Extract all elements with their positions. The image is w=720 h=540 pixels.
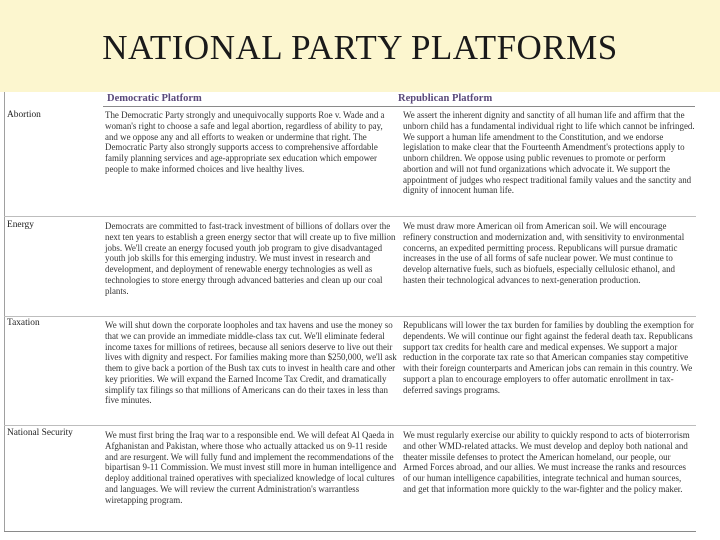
bottom-rule xyxy=(4,531,696,532)
democratic-abortion-text: The Democratic Party strongly and unequivocally supports Roe v. Wade and a woman's right to choose a safe and legal abortion, regardless of ability to pay, and we oppose any and all efforts to weaken or undermine that right. The Democratic Party also strongly supports access to comprehensive affordable family planning services and age-appropriate sex education which empower people to make informed choices and live healthy lives. xyxy=(105,110,385,174)
republican-column-header: Republican Platform xyxy=(398,93,493,104)
header-rule xyxy=(103,106,695,107)
slide-title: NATIONAL PARTY PLATFORMS xyxy=(102,28,618,67)
row-label-national-security: National Security xyxy=(7,428,73,438)
democratic-column-header: Democratic Platform xyxy=(107,93,202,104)
republican-abortion-text: We assert the inherent dignity and sanctity of all human life and affirm that the unborn child has a fundamental individual right to life which cannot be infringed. We support a human life amendment to the Constitution, and we endorse legislation to make clear that the Fourteenth Amendment's protections apply to unborn children. We oppose using public revenues to promote or perform abortion and will not fund organizations which advocate it. We support the appointment of judges who respect traditional family values and the sanctity and dignity of innocent human life. xyxy=(403,110,695,196)
row-label-taxation: Taxation xyxy=(7,318,40,328)
platform-table xyxy=(0,92,720,540)
democratic-national-security-text: We must first bring the Iraq war to a responsible end. We will defeat Al Qaeda in Afghanistan and Pakistan, where those who actually attacked us on 9-11 reside and are resurgent. We will fully fund and implement the recommendations of the bipartisan 9-11 Commission. We must invest still more in human intelligence and deploy additional trained operatives with specialized knowledge of local cultures and languages. We will review the current Administration's warrantless wiretapping program. xyxy=(105,430,397,505)
row-label-energy: Energy xyxy=(7,220,34,230)
republican-taxation-text: Republicans will lower the tax burden for families by doubling the exemption for dependents. We will continue our fight against the federal death tax. Republicans support tax credits for health care and medical expenses. We support a major reduction in the corporate tax rate so that American companies stay competitive with their foreign counterparts and American jobs can remain in this country. We support a plan to encourage employers to offer automatic enrollment in tax-deferred savings programs. xyxy=(403,320,694,395)
democratic-taxation-text: We will shut down the corporate loopholes and tax havens and use the money so that we can provide an immediate middle-class tax cut. We'll eliminate federal income taxes for millions of retirees, because all seniors deserve to live out their lives with dignity and respect. For families making more than $250,000, we'll ask them to give back a portion of the Bush tax cuts to invest in health care and other key priorities. We will expand the Earned Income Tax Credit, and dramatically simplify tax filings so that millions of Americans can do their taxes in less than five minutes. xyxy=(105,320,397,406)
row-divider xyxy=(4,216,696,217)
left-border xyxy=(4,92,5,532)
row-label-abortion: Abortion xyxy=(7,110,41,120)
republican-national-security-text: We must regularly exercise our ability to quickly respond to acts of bioterrorism and other WMD-related attacks. We must develop and deploy both national and theater missile defenses to protect the American homeland, our people, our Armed Forces abroad, and our allies. We must increase the ranks and resources of our human intelligence capabilities, integrate technical and human sources, and get that information more quickly to the war-fighter and the policy maker. xyxy=(403,430,690,494)
row-divider xyxy=(4,316,696,317)
republican-energy-text: We must draw more American oil from American soil. We will encourage refinery construction and modernization and, with sensitivity to environmental concerns, an expedited permitting process. Republicans will pursue dramatic increases in the use of all forms of safe nuclear power. We must continue to develop alternative fuels, such as biofuels, especially cellulosic ethanol, and hasten their technological advances to next-generation production. xyxy=(403,221,685,285)
democratic-energy-text: Democrats are committed to fast-track investment of billions of dollars over the next ten years to establish a green energy sector that will create up to five million jobs. We'll create an energy focused youth job program to give disadvantaged youth job skills for this emerging industry. We must invest in research and development, and deployment of renewable energy technologies as well as technologies to store energy through advanced batteries and clean up our coal plants. xyxy=(105,221,396,296)
row-divider xyxy=(4,425,696,426)
title-band xyxy=(0,0,720,92)
